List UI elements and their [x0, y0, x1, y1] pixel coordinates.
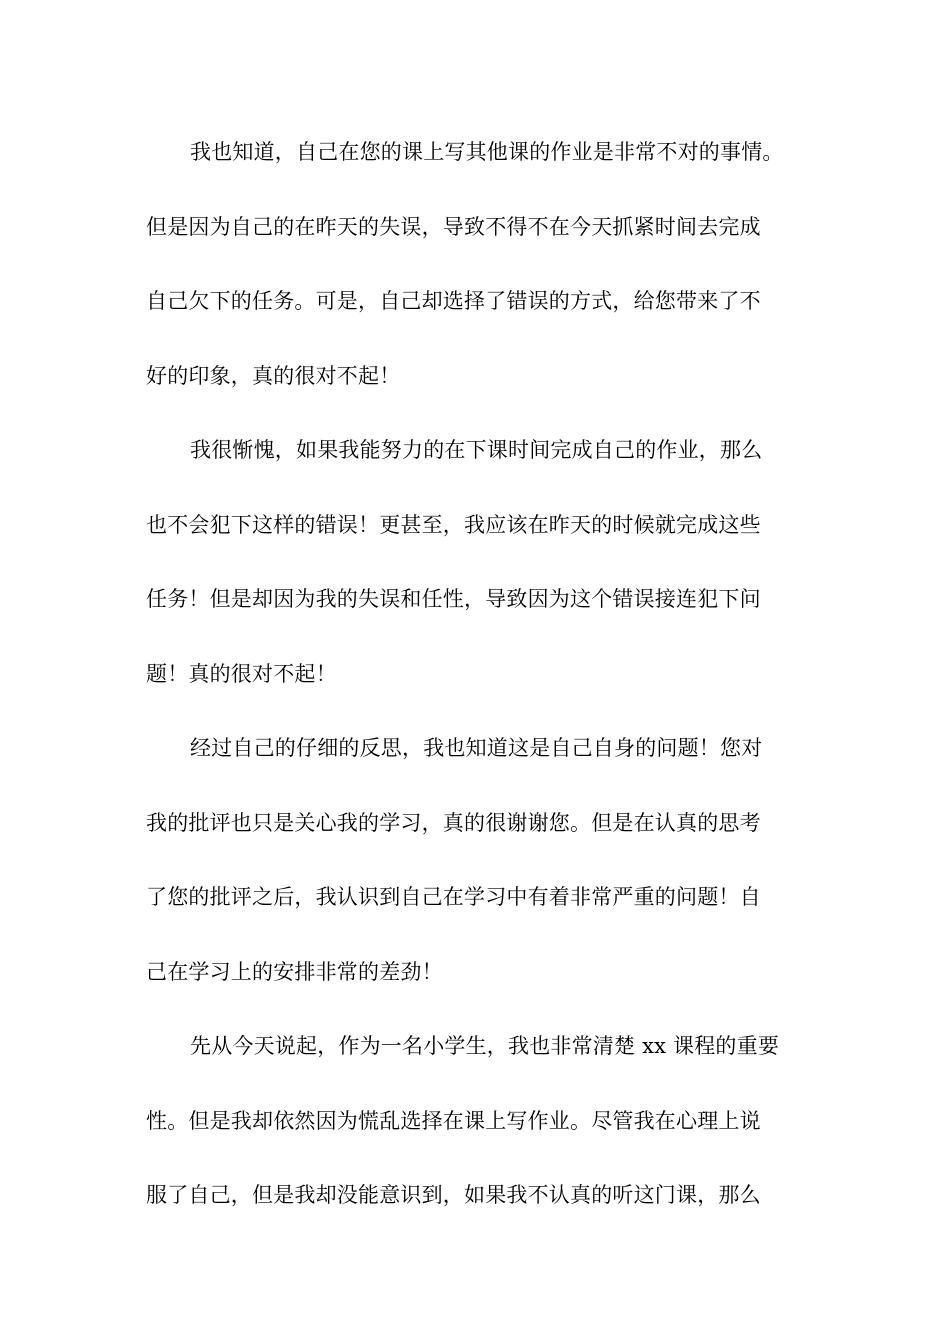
- text-line: 但是因为自己的在昨天的失误，导致不得不在今天抓紧时间去完成: [146, 214, 761, 239]
- text-line: 任务！但是却因为我的失误和任性，导致因为这个错误接连犯下问: [146, 587, 761, 611]
- text-line: 题！真的很对不起！: [146, 661, 337, 686]
- text-line: 我的批评也只是关心我的学习，真的很谢谢您。但是在认真的思考: [146, 810, 761, 835]
- text-line: 性。但是我却依然因为慌乱选择在课上写作业。尽管我在心理上说: [146, 1108, 761, 1133]
- text-line: 我很惭愧，如果我能努力的在下课时间完成自己的作业，那么: [190, 438, 763, 462]
- text-line: 己在学习上的安排非常的差劲！: [146, 959, 443, 984]
- paragraph-4: [146, 1009, 814, 1233]
- text-line: 先从今天说起，作为一名小学生，我也非常清楚 xx 课程的重要: [190, 1034, 780, 1058]
- text-line: 自己欠下的任务。可是，自己却选择了错误的方式，给您带来了不: [146, 289, 761, 313]
- text-line: 了您的批评之后，我认识到自己在学习中有着非常严重的问题！自: [146, 885, 761, 909]
- text-line: 服了自己，但是我却没能意识到，如果我不认真的听这门课，那么: [146, 1183, 761, 1207]
- text-line: 我也知道，自己在您的课上写其他课的作业是非常不对的事情。: [190, 140, 784, 164]
- document-body: [146, 115, 814, 1233]
- paragraph-2: [146, 413, 814, 711]
- paragraph-1: [146, 115, 814, 413]
- text-line: 经过自己的仔细的反思，我也知道这是自己自身的问题！您对: [190, 736, 763, 760]
- text-line: 好的印象，真的很对不起！: [146, 363, 401, 388]
- text-line: 也不会犯下这样的错误！更甚至，我应该在昨天的时候就完成这些: [146, 512, 761, 537]
- paragraph-3: [146, 711, 814, 1009]
